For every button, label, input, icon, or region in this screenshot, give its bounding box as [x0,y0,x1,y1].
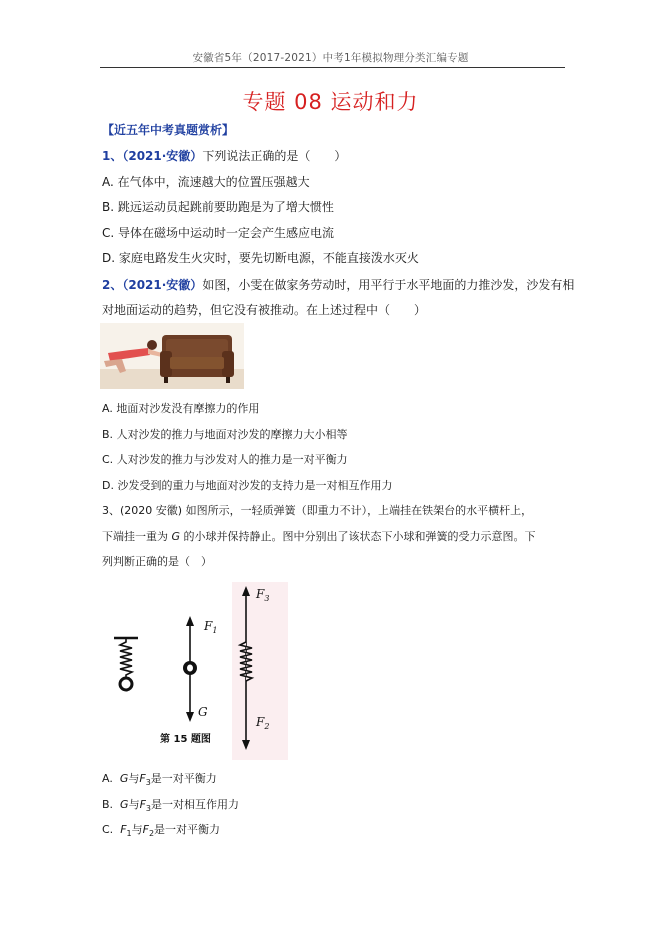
label-f3: $F_3$ [256,587,270,603]
spring-force-figure [108,582,288,760]
q2-option-b: B. 人对沙发的推力与地面对沙发的摩擦力大小相等 [102,428,348,441]
q1-option-c: C. 导体在磁场中运动时一定会产生感应电流 [102,226,335,240]
q3-g-symbol: G [171,530,181,543]
ball-force-diagram [183,616,197,722]
page-header: 安徽省5年（2017-2021）中考1年模拟物理分类汇编专题 [192,52,469,64]
q2-option-a: A. 地面对沙发没有摩擦力的作用 [102,402,260,415]
q2-stem-text1: 如图，小雯在做家务劳动时，用平行于水平地面的力推沙发，沙发有相 [202,278,575,292]
q1-number: 1、（2021·安徽） [102,149,203,163]
q3-option-b: B. G与$F_3$是一对相互作用力 [102,798,239,814]
q2-number: 2、（2021·安徽） [102,278,203,292]
person-head [147,340,157,350]
q2-option-c: C. 人对沙发的推力与沙发对人的推力是一对平衡力 [102,453,348,466]
label-f1: $F_1$ [204,619,218,635]
q2-stem-line1 [102,277,574,293]
header-rule [100,67,565,68]
q3-stem-line1: 3、(2020 安徽) 如图所示，一轻质弹簧（即重力不计），上端挂在铁架台的水平横杆上， [102,504,533,517]
q3-option-a: A. G与$F_3$是一对平衡力 [102,772,217,788]
spring-force-diagram [232,582,288,760]
q2-option-d: D. 沙发受到的重力与地面对沙发的支持力是一对相互作用力 [102,479,393,492]
q1-stem [102,148,346,164]
page-title: 专题 08 运动和力 [242,90,419,114]
q1-option-d: D. 家庭电路发生火灾时，要先切断电源，不能直接泼水灭火 [102,251,419,265]
q2-stem-line2: 对地面运动的趋势，但它没有被推动。在上述过程中（ ） [102,303,427,317]
q1-stem-text: 下列说法正确的是（ ） [202,149,347,163]
q1-option-a: A. 在气体中，流速越大的位置压强越大 [102,175,310,189]
section-heading: 【近五年中考真题赏析】 [102,123,235,137]
q3-option-c: C. $F_1$与$F_2$是一对平衡力 [102,823,221,839]
label-g: G [198,705,208,719]
sofa-figure [100,323,244,389]
q3-stem-line3: 列判断正确的是（ ） [102,555,212,568]
spring-with-ball [114,638,138,690]
label-f2: $F_2$ [256,715,270,731]
q1-option-b: B. 跳远运动员起跳前要助跑是为了增大惯性 [102,200,334,214]
figure-caption: 第 15 题图 [160,734,211,745]
q3-stem-line2: 下端挂一重为 G 的小球并保持静止。图中分别出了该状态下小球和弹簧的受力示意图。下 [102,530,536,543]
